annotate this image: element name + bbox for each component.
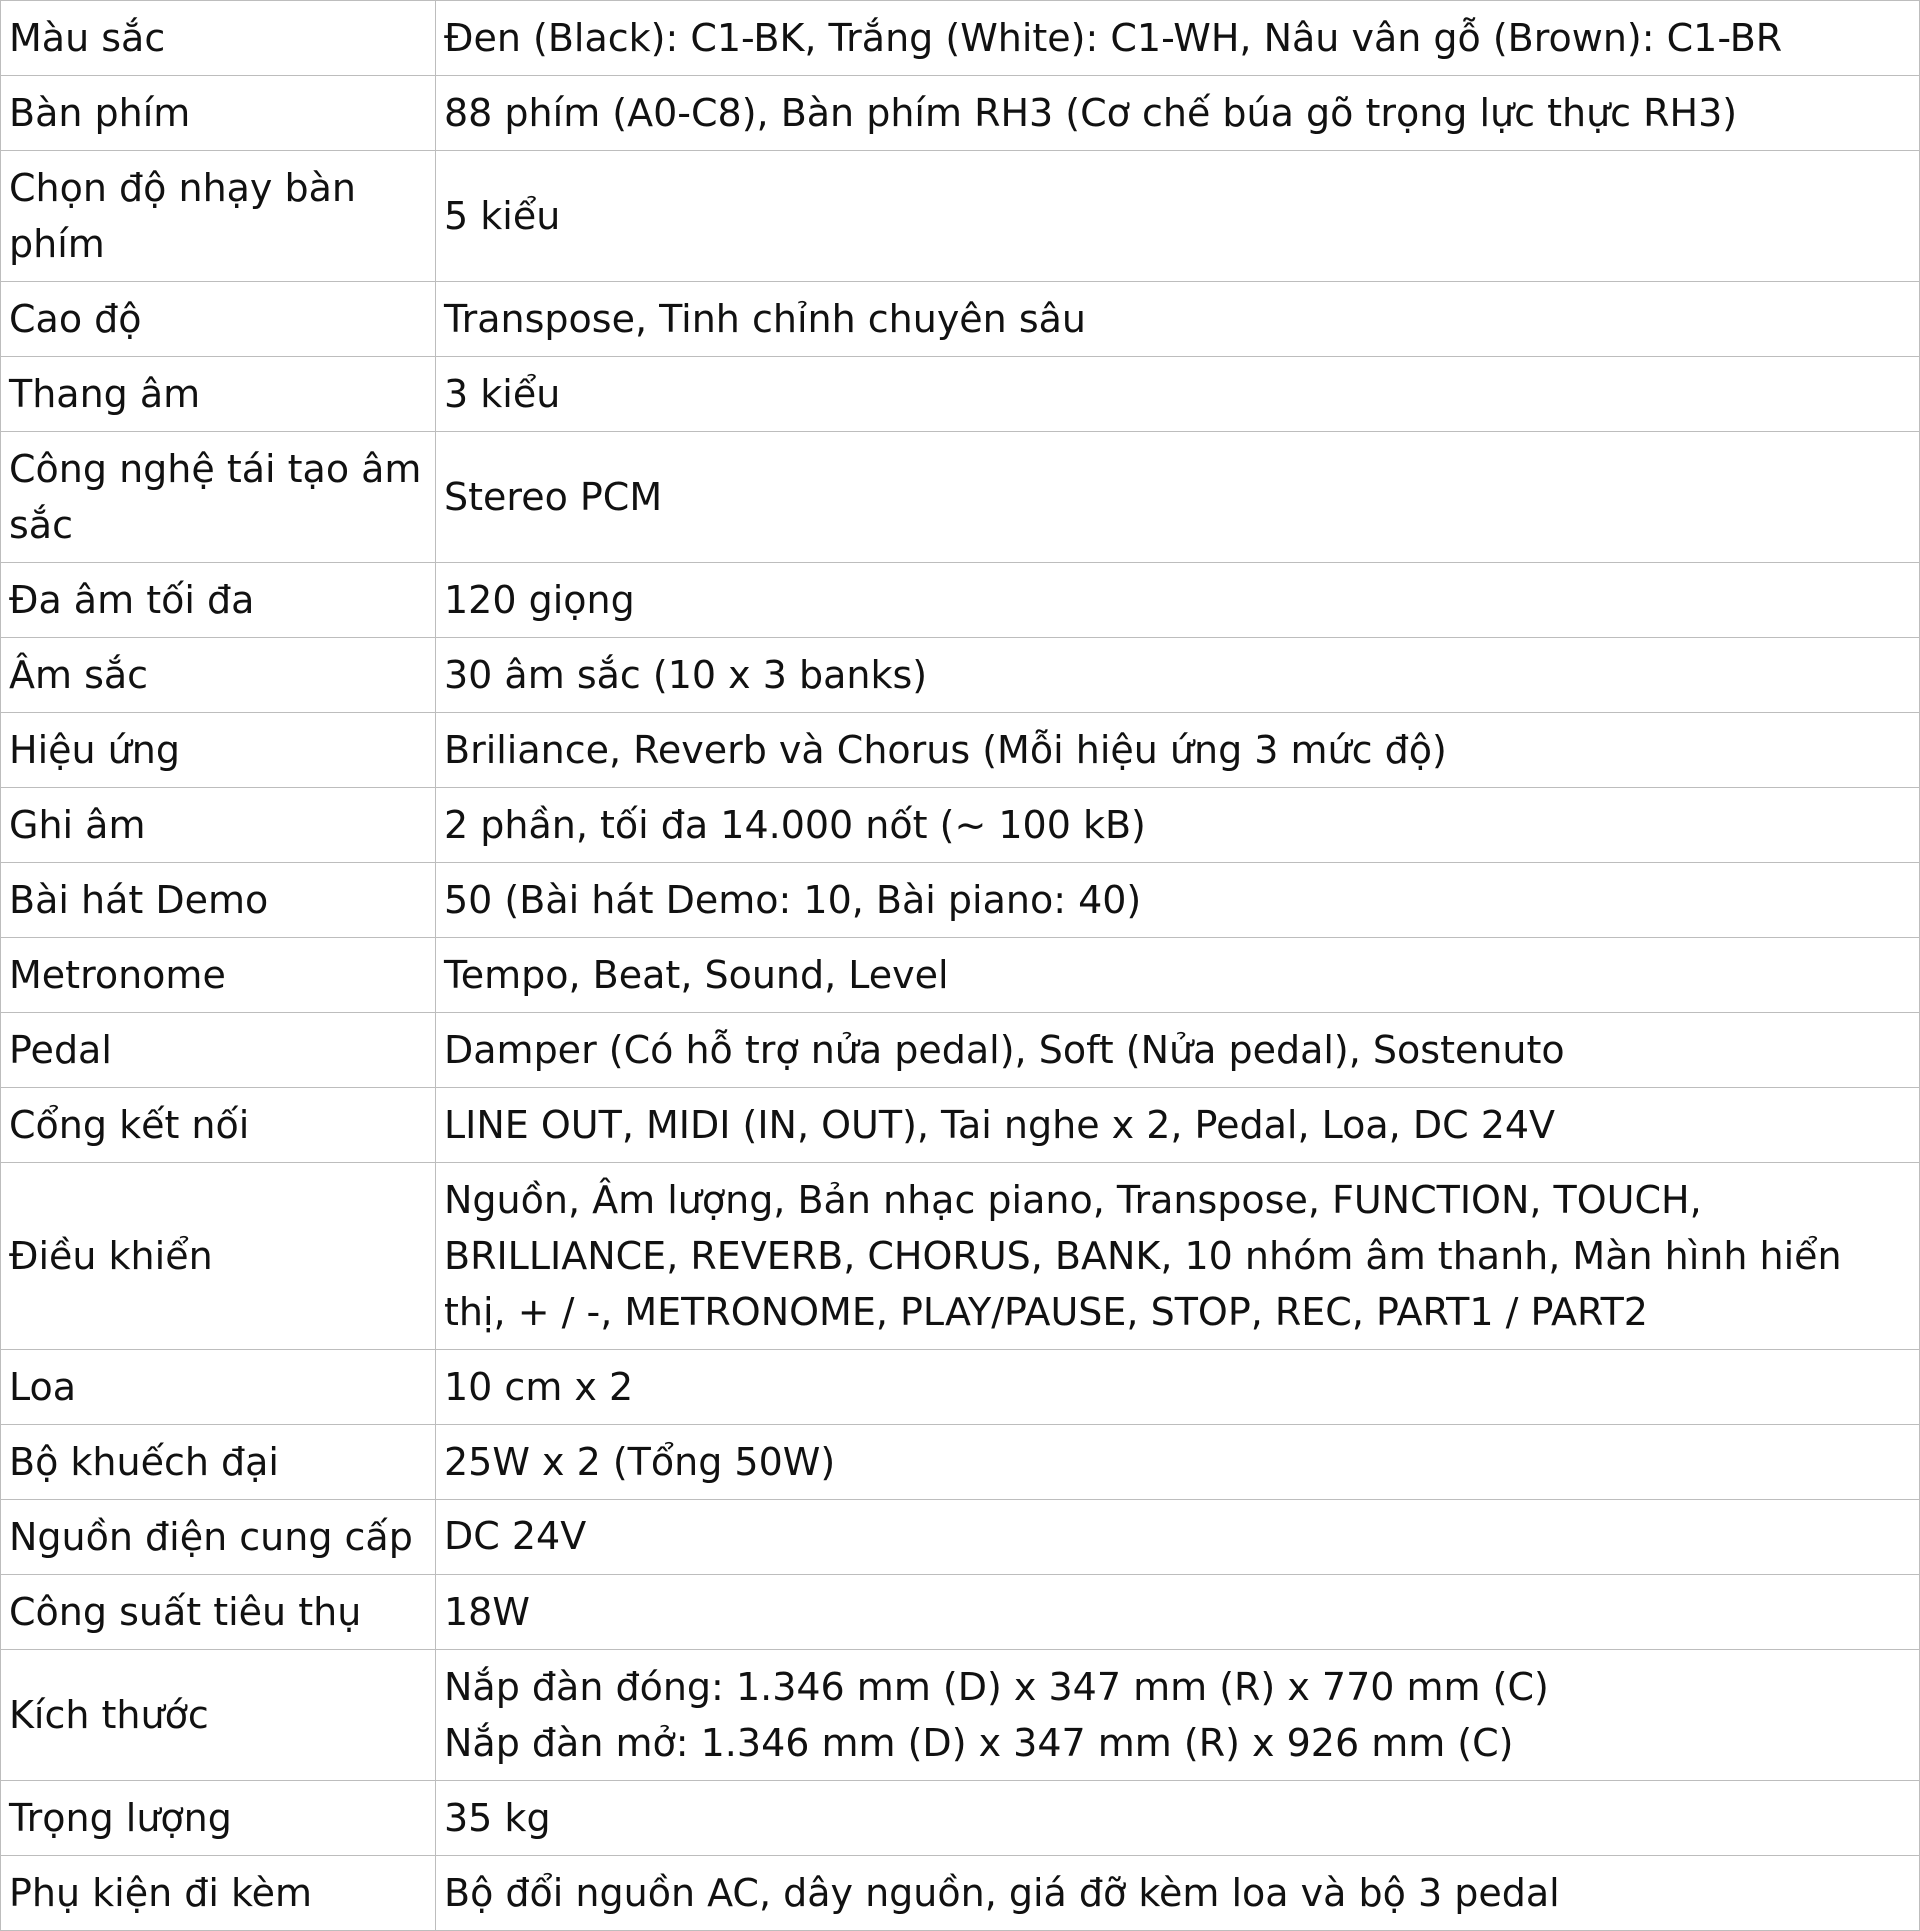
row-value: Damper (Có hỗ trợ nửa pedal), Soft (Nửa pedal), Sostenuto (436, 1013, 1920, 1088)
row-label: Kích thước (1, 1650, 436, 1781)
table-row (1, 357, 1920, 432)
row-value: 10 cm x 2 (436, 1350, 1920, 1425)
row-value: Nguồn, Âm lượng, Bản nhạc piano, Transpose, FUNCTION, TOUCH, BRILLIANCE, REVERB, CHORUS, BANK, 10 nhóm âm thanh, Màn hình hiển thị, + / -, METRONOME, PLAY/PAUSE, STOP, REC, PART1 / PART2 (436, 1163, 1920, 1350)
row-label: Điều khiển (1, 1163, 436, 1350)
row-value: 2 phần, tối đa 14.000 nốt (~ 100 kB) (436, 788, 1920, 863)
table-row (1, 1500, 1920, 1575)
table-row (1, 1013, 1920, 1088)
row-value: 50 (Bài hát Demo: 10, Bài piano: 40) (436, 863, 1920, 938)
row-label: Metronome (1, 938, 436, 1013)
row-label: Chọn độ nhạy bàn phím (1, 151, 436, 282)
row-value: 88 phím (A0-C8), Bàn phím RH3 (Cơ chế búa gõ trọng lực thực RH3) (436, 76, 1920, 151)
table-row (1, 788, 1920, 863)
row-label: Cổng kết nối (1, 1088, 436, 1163)
table-row (1, 1856, 1920, 1931)
table-row (1, 1, 1920, 76)
table-row (1, 1575, 1920, 1650)
row-value: Transpose, Tinh chỉnh chuyên sâu (436, 282, 1920, 357)
table-row (1, 638, 1920, 713)
row-value: 35 kg (436, 1781, 1920, 1856)
row-value: Briliance, Reverb và Chorus (Mỗi hiệu ứng 3 mức độ) (436, 713, 1920, 788)
row-label: Trọng lượng (1, 1781, 436, 1856)
row-label: Hiệu ứng (1, 713, 436, 788)
row-label: Bộ khuếch đại (1, 1425, 436, 1500)
row-value: 120 giọng (436, 563, 1920, 638)
row-label: Công suất tiêu thụ (1, 1575, 436, 1650)
table-row (1, 938, 1920, 1013)
row-label: Pedal (1, 1013, 436, 1088)
row-label: Cao độ (1, 282, 436, 357)
table-row (1, 1163, 1920, 1350)
row-label: Bàn phím (1, 76, 436, 151)
row-value: 25W x 2 (Tổng 50W) (436, 1425, 1920, 1500)
row-value: Đen (Black): C1-BK, Trắng (White): C1-WH, Nâu vân gỗ (Brown): C1-BR (436, 1, 1920, 76)
table-row (1, 1088, 1920, 1163)
row-value: Nắp đàn đóng: 1.346 mm (D) x 347 mm (R) x 770 mm (C) Nắp đàn mở: 1.346 mm (D) x 347 mm (R) x 926 mm (C) (436, 1650, 1920, 1781)
table-row (1, 863, 1920, 938)
table-row (1, 563, 1920, 638)
row-value: Bộ đổi nguồn AC, dây nguồn, giá đỡ kèm loa và bộ 3 pedal (436, 1856, 1920, 1931)
row-label: Đa âm tối đa (1, 563, 436, 638)
row-value: 5 kiểu (436, 151, 1920, 282)
row-value: LINE OUT, MIDI (IN, OUT), Tai nghe x 2, Pedal, Loa, DC 24V (436, 1088, 1920, 1163)
table-row (1, 432, 1920, 563)
row-value: 30 âm sắc (10 x 3 banks) (436, 638, 1920, 713)
table-row (1, 713, 1920, 788)
row-value: Stereo PCM (436, 432, 1920, 563)
row-label: Loa (1, 1350, 436, 1425)
table-row (1, 1350, 1920, 1425)
table-row (1, 76, 1920, 151)
row-label: Màu sắc (1, 1, 436, 76)
table-row (1, 1425, 1920, 1500)
row-label: Thang âm (1, 357, 436, 432)
row-label: Ghi âm (1, 788, 436, 863)
row-label: Bài hát Demo (1, 863, 436, 938)
table-row (1, 151, 1920, 282)
row-label: Phụ kiện đi kèm (1, 1856, 436, 1931)
row-value: DC 24V (436, 1500, 1920, 1575)
row-value: 3 kiểu (436, 357, 1920, 432)
row-label: Công nghệ tái tạo âm sắc (1, 432, 436, 563)
row-label: Nguồn điện cung cấp (1, 1500, 436, 1575)
table-row (1, 1650, 1920, 1781)
row-value: Tempo, Beat, Sound, Level (436, 938, 1920, 1013)
row-value: 18W (436, 1575, 1920, 1650)
row-label: Âm sắc (1, 638, 436, 713)
table-row (1, 282, 1920, 357)
table-row (1, 1781, 1920, 1856)
